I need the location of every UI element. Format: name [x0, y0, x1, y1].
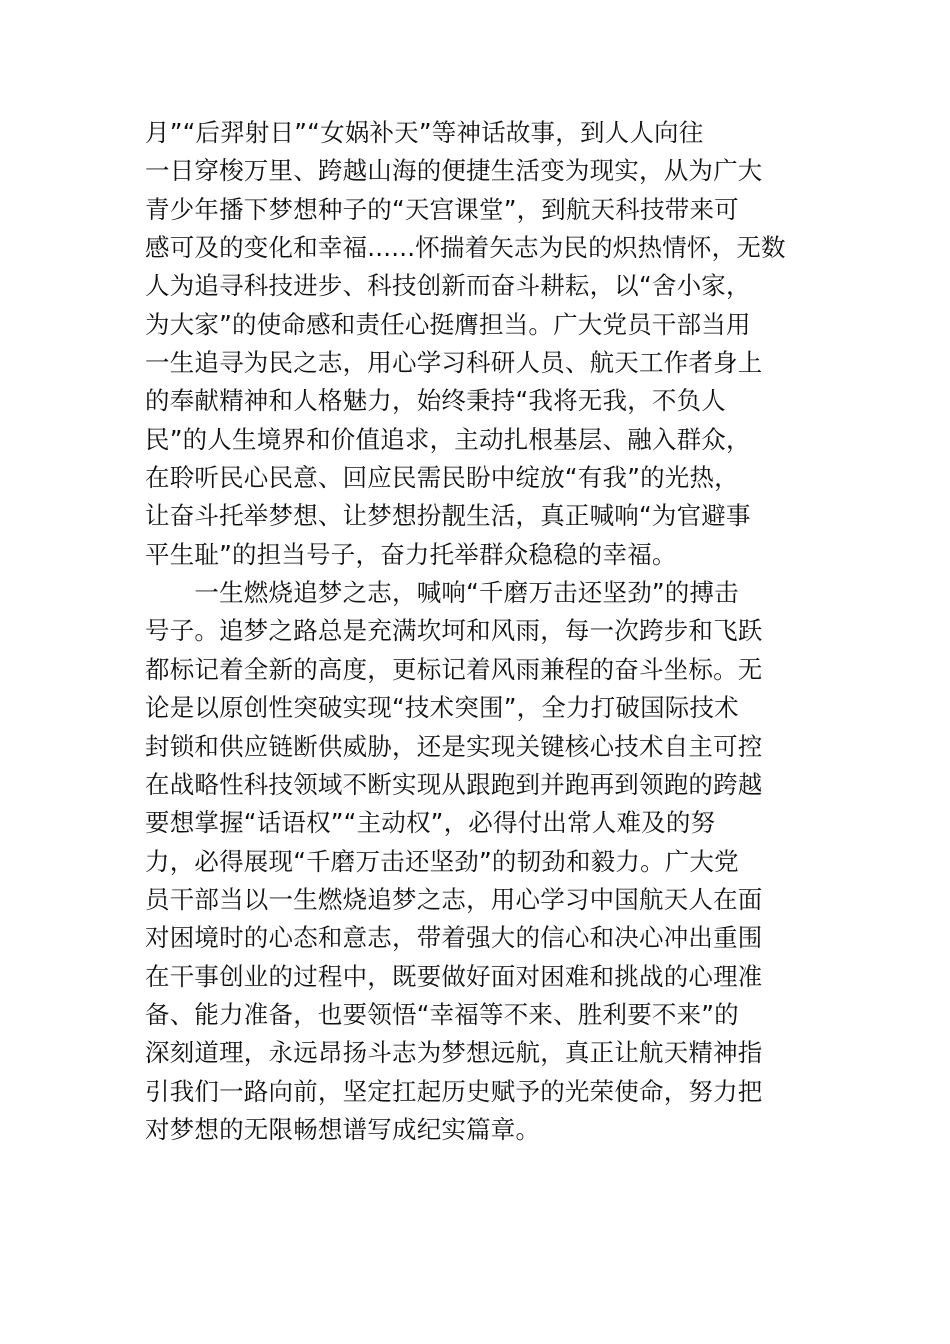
paragraph-1 [145, 114, 815, 574]
text-line: 月”“后羿射日”“女娲补天”等神话故事，到人人向往 [145, 118, 704, 147]
text-line: 在战略性科技领域不断实现从跟跑到并跑再到领跑的跨越 [145, 769, 763, 799]
text-line: 一生追寻为民之志，用心学习科研人员、航天工作者身上 [145, 348, 763, 378]
text-line: 在聆听民心民意、回应民需民盼中绽放“有我”的光热， [145, 463, 739, 493]
text-line: 感可及的变化和幸福......怀揣着矢志为民的炽热情怀，无数 [145, 233, 786, 263]
text-line: 力，必得展现“千磨万击还坚劲”的韧劲和毅力。广大党 [145, 846, 739, 876]
text-line: 都标记着全新的高度，更标记着风雨兼程的奋斗坐标。无 [145, 654, 763, 684]
document-body [145, 114, 815, 1149]
text-line: 对困境时的心态和意志，带着强大的信心和决心冲出重围 [145, 923, 763, 953]
text-line: 一生燃烧追梦之志，喊响“千磨万击还坚劲”的搏击 [145, 578, 739, 608]
text-line: 深刻道理，永远昂扬斗志为梦想远航，真正让航天精神指 [145, 1038, 763, 1068]
text-line: 备、能力准备，也要领悟“幸福等不来、胜利要不来”的 [145, 999, 739, 1029]
text-line: 青少年播下梦想种子的“天宫课堂”，到航天科技带来可 [145, 194, 739, 224]
text-line: 为大家”的使命感和责任心挺膺担当。广大党员干部当用 [145, 309, 751, 339]
text-line: 引我们一路向前，坚定扛起历史赋予的光荣使命，努力把 [145, 1076, 763, 1106]
text-line: 封锁和供应链断供威胁，还是实现关键核心技术自主可控 [145, 731, 763, 761]
text-line: 人为追寻科技进步、科技创新而奋斗耕耘，以“舍小家， [145, 271, 751, 301]
paragraph-2 [145, 574, 815, 1149]
text-line: 员干部当以一生燃烧追梦之志，用心学习中国航天人在面 [145, 884, 763, 914]
text-line: 在干事创业的过程中，既要做好面对困难和挑战的心理准 [145, 961, 763, 991]
text-line: 论是以原创性突破实现“技术突围”，全力打破国际技术 [145, 693, 739, 723]
text-line: 平生耻”的担当号子，奋力托举群众稳稳的幸福。 [145, 539, 677, 569]
text-line: 一日穿梭万里、跨越山海的便捷生活变为现实，从为广大 [145, 156, 763, 186]
text-line: 民”的人生境界和价值追求，主动扎根基层、融入群众， [145, 424, 751, 454]
text-line: 要想掌握“话语权”“主动权”，必得付出常人难及的努 [145, 808, 716, 838]
text-line: 的奉献精神和人格魅力，始终秉持“我将无我，不负人 [145, 386, 726, 416]
text-line: 号子。追梦之路总是充满坎坷和风雨，每一次跨步和飞跃 [145, 616, 763, 646]
text-line: 对梦想的无限畅想谱写成纪实篇章。 [145, 1114, 541, 1144]
text-line: 让奋斗托举梦想、让梦想扮靓生活，真正喊响“为官避事 [145, 501, 751, 531]
